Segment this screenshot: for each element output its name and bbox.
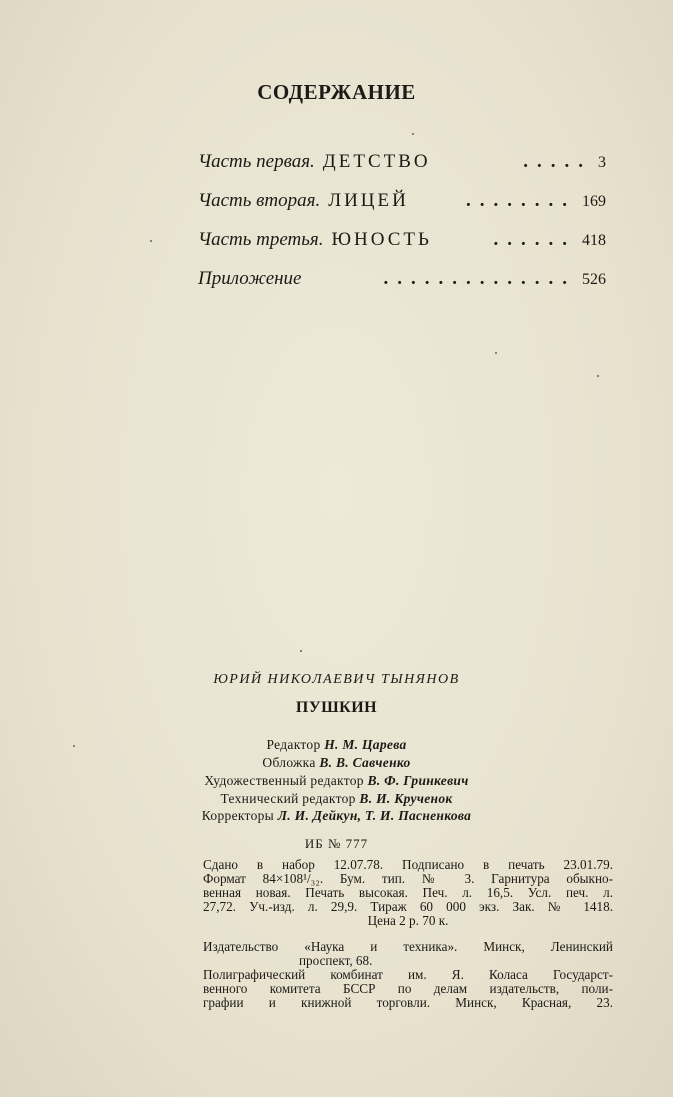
credit-line: [0, 755, 673, 771]
ib-number: ИБ № 777: [304, 836, 369, 851]
publisher-line: Полиграфический комбинат им. Я. Коласа Государст-: [203, 967, 613, 982]
paper-speck: [300, 650, 302, 652]
credit-line: [0, 791, 673, 807]
publisher-line: венного комитета БССР по делам издательств, поли-: [203, 981, 613, 996]
credit-name: В. Ф. Гринкевич: [367, 773, 469, 788]
credit-line: [0, 808, 673, 824]
author-name: ЮРИЙ НИКОЛАЕВИЧ ТЫНЯНОВ: [213, 672, 460, 687]
paper-speck: [597, 375, 599, 377]
toc-entry: [198, 151, 606, 175]
publisher-line: графии и книжной торговли. Минск, Красная, 23.: [203, 995, 613, 1010]
print-details-line: Формат 84×108¹/₃₂. Бум. тип. № 3. Гарнитура обыкно-: [203, 871, 613, 886]
print-details: [203, 858, 613, 928]
price-line: Цена 2 р. 70 к.: [367, 913, 449, 928]
toc-part-label: Приложение: [198, 268, 302, 289]
print-details-line: венная новая. Печать высокая. Печ. л. 16,5. Усл. печ. л.: [203, 885, 613, 900]
print-details-line: 27,72. Уч.-изд. л. 29,9. Тираж 60 000 экз. Зак. № 1418.: [203, 899, 613, 914]
paper-speck: [150, 240, 152, 242]
toc-section-name: ДЕТСТВО: [322, 151, 431, 172]
credit-role: Обложка: [262, 755, 316, 770]
credit-role: Технический редактор: [220, 791, 356, 806]
toc-part-label: Часть третья.: [198, 229, 324, 250]
toc-page-number: 418: [582, 232, 606, 249]
credit-line: [0, 737, 673, 753]
credit-line: [0, 773, 673, 789]
toc-section-name: ЮНОСТЬ: [331, 229, 432, 250]
credit-name: Л. И. Дейкун, Т. И. Пасненкова: [277, 808, 472, 823]
credit-name: В. И. Крученок: [359, 791, 453, 806]
book-title: ПУШКИН: [295, 699, 378, 716]
paper-speck: [412, 133, 414, 135]
publisher-line: проспект, 68.: [299, 953, 373, 968]
credit-name: Н. М. Царева: [324, 737, 407, 752]
paper-speck: [495, 352, 497, 354]
toc-entry: [198, 190, 606, 214]
credit-role: Корректоры: [201, 808, 275, 823]
toc-entry: [198, 229, 606, 253]
credit-role: Художественный редактор: [204, 773, 364, 788]
toc-part-label: Часть первая.: [198, 151, 315, 172]
toc-page-number: 526: [582, 271, 606, 288]
print-details-line: Сдано в набор 12.07.78. Подписано в печать 23.01.79.: [203, 857, 613, 872]
toc-entry: [198, 268, 606, 292]
toc-leader-dots: ..............: [383, 268, 576, 289]
toc-leader-dots: ......: [493, 229, 576, 250]
toc-leader-dots: ........: [466, 190, 576, 211]
toc-page-number: 169: [582, 193, 606, 210]
contents-heading: СОДЕРЖАНИЕ: [257, 80, 416, 104]
credit-role: Редактор: [266, 737, 321, 752]
paper-speck: [73, 745, 75, 747]
publisher-line: Издательство «Наука и техника». Минск, Ленинский: [203, 939, 613, 954]
credit-name: В. В. Савченко: [319, 755, 411, 770]
toc-part-label: Часть вторая.: [198, 190, 321, 211]
toc-section-name: ЛИЦЕЙ: [328, 190, 409, 211]
publisher-info: [203, 940, 613, 1010]
toc-page-number: 3: [598, 154, 606, 171]
toc-leader-dots: .....: [523, 151, 592, 172]
